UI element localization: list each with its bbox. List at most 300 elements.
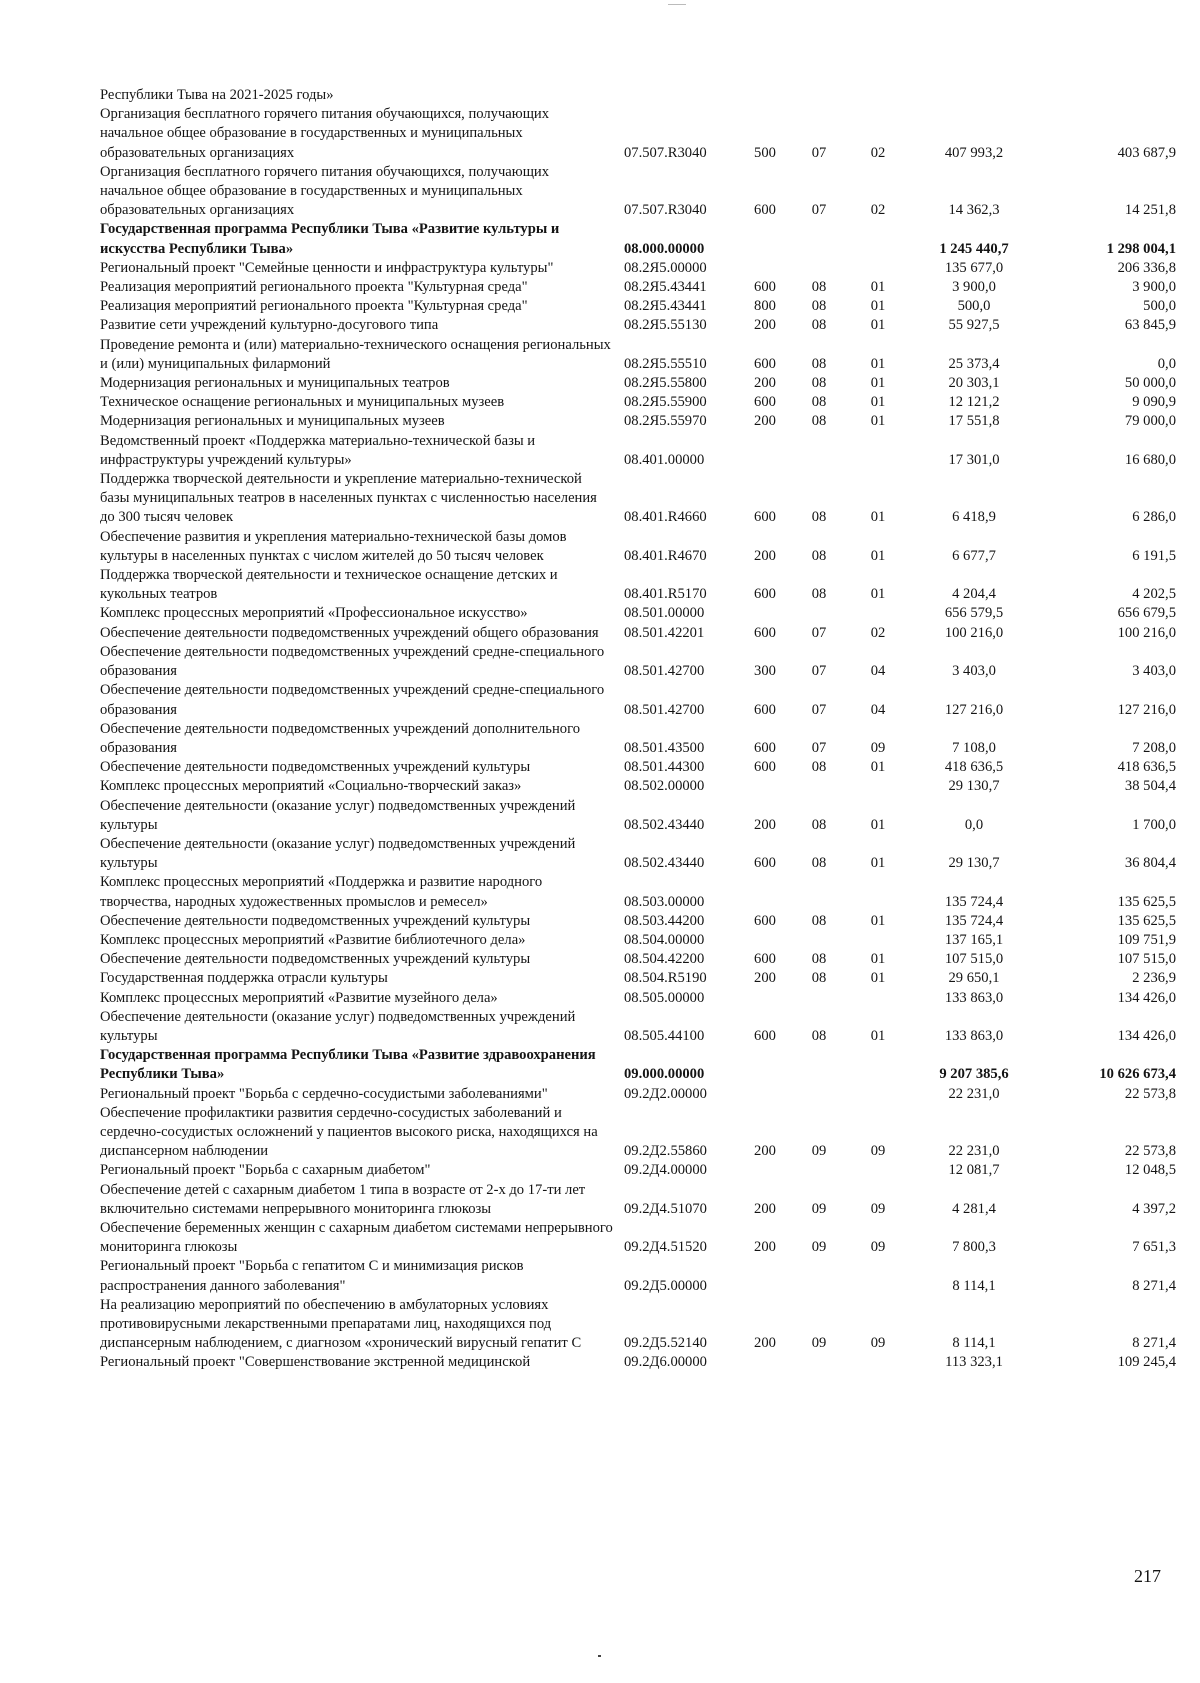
table-row (100, 797, 1180, 835)
item-name: Региональный проект "Борьба с гепатитом С и минимизация рисков распространения данного заболевания" (100, 1258, 524, 1294)
amount-year-2: 36 804,4 (1124, 855, 1176, 872)
expense-type-code: 600 (754, 701, 776, 718)
item-name: Организация бесплатного горячего питания обучающихся, получающих начальное общее образование в государственных и муниципальных образовательных организациях (100, 163, 550, 219)
amount-year-1: 17 301,0 (948, 451, 1000, 468)
item-name: Комплекс процессных мероприятий «Развитие музейного дела» (100, 989, 498, 1006)
subsection-code: 01 (870, 317, 886, 334)
item-name: Региональный проект "Семейные ценности и инфраструктура культуры" (100, 259, 554, 276)
subsection-code: 01 (870, 586, 886, 603)
expense-type-code: 200 (754, 1200, 776, 1217)
amount-year-1: 7 800,3 (952, 1239, 996, 1256)
section-code (790, 1353, 848, 1372)
amount-year-2: 7 651,3 (1132, 1239, 1176, 1256)
subsection-code: 09 (870, 1143, 886, 1160)
amount-year-1: 100 216,0 (944, 624, 1004, 641)
amount-year-1: 133 863,0 (944, 1027, 1004, 1044)
expense-type-code: 600 (754, 509, 776, 526)
amount-year-2: 2 236,9 (1132, 970, 1176, 987)
subsection-code: 01 (870, 279, 886, 296)
table-row (100, 278, 1180, 297)
section-code (790, 873, 848, 911)
item-name: Развитие сети учреждений культурно-досугового типа (100, 317, 439, 334)
item-name: Обеспечение беременных женщин с сахарным диабетом системами непрерывного мониторинга глюкозы (100, 1219, 613, 1256)
item-name: Поддержка творческой деятельности и укрепление материально-технической базы муниципальных театров в населенных пунктах с численностью населения до 300 тысяч человек (100, 471, 597, 526)
expense-type-code: 600 (754, 855, 776, 872)
amount-year-2: 6 191,5 (1132, 547, 1176, 564)
expense-type-code (740, 604, 790, 623)
item-name: Региональный проект "Совершенствование экстренной медицинской (100, 1354, 531, 1371)
amount-year-1: 14 362,3 (948, 202, 1000, 219)
table-row (100, 1219, 1180, 1257)
section-code: 08 (811, 547, 827, 564)
item-name: Обеспечение деятельности (оказание услуг) подведомственных учреждений культуры (100, 1008, 576, 1044)
subsection-code: 01 (870, 912, 886, 929)
expense-type-code (740, 1257, 790, 1295)
item-name: Обеспечение деятельности подведомственных учреждений общего образования (100, 624, 599, 641)
expense-type-code: 600 (754, 279, 776, 296)
amount-year-1: 3 900,0 (952, 279, 996, 296)
table-row (100, 912, 1180, 931)
expense-type-code: 300 (754, 663, 776, 680)
item-name: Обеспечение деятельности подведомственных учреждений культуры (100, 759, 531, 776)
section-code: 08 (811, 855, 827, 872)
amount-year-1: 7 108,0 (952, 739, 996, 756)
amount-year-1: 6 418,9 (952, 509, 996, 526)
expense-type-code: 600 (754, 951, 776, 968)
section-code: 08 (811, 279, 827, 296)
amount-year-2: 38 504,4 (1124, 778, 1176, 795)
scan-artifact-top (668, 4, 686, 5)
target-article-code: 08.501.42700 (624, 701, 705, 718)
amount-year-2: 0,0 (1157, 355, 1176, 372)
document-page (100, 86, 1180, 1373)
expense-type-code: 600 (754, 624, 776, 641)
target-article-code: 08.2Я5.55510 (624, 355, 707, 372)
amount-year-2: 8 271,4 (1132, 1335, 1176, 1352)
subsection-code: 01 (870, 951, 886, 968)
target-article-code: 09.2Д4.00000 (624, 1162, 707, 1179)
subsection-code: 01 (870, 855, 886, 872)
target-article-code: 08.504.42200 (624, 951, 705, 968)
amount-year-1: 22 231,0 (948, 1143, 1000, 1160)
amount-year-1: 0,0 (964, 816, 984, 833)
amount-year-2: 107 515,0 (1117, 951, 1176, 968)
target-article-code: 08.000.00000 (624, 240, 705, 257)
amount-year-2: 403 687,9 (1117, 144, 1176, 161)
amount-year-1: 135 724,4 (944, 893, 1004, 910)
item-name: Государственная поддержка отрасли культуры (100, 970, 388, 987)
subsection-code: 09 (870, 1200, 886, 1217)
table-row (100, 604, 1180, 623)
section-code (790, 1161, 848, 1180)
amount-year-1: 6 677,7 (952, 547, 996, 564)
item-name: Обеспечение деятельности подведомственных учреждений средне-специального образования (100, 643, 605, 680)
table-row (100, 86, 1180, 105)
section-code: 08 (811, 759, 827, 776)
item-name: Региональный проект "Борьба с сахарным диабетом" (100, 1162, 431, 1179)
expense-type-code: 200 (754, 317, 776, 334)
item-name: На реализацию мероприятий по обеспечению в амбулаторных условиях противовирусными лекарственными препаратами лиц, находящихся под диспансерным наблюдением, с диагнозом «хронический вирусный гепатит С (100, 1296, 582, 1352)
table-row (100, 989, 1180, 1008)
amount-year-2: 4 397,2 (1132, 1200, 1176, 1217)
table-row (100, 297, 1180, 316)
table-row (100, 393, 1180, 412)
table-row (100, 1353, 1180, 1372)
table-row (100, 105, 1180, 163)
amount-year-2: 63 845,9 (1124, 317, 1176, 334)
subsection-code: 09 (870, 739, 886, 756)
target-article-code: 08.502.00000 (624, 778, 705, 795)
amount-year-1: 22 231,0 (948, 1085, 1000, 1102)
expense-type-code: 200 (754, 1239, 776, 1256)
table-row (100, 777, 1180, 796)
subsection-code: 01 (870, 816, 886, 833)
subsection-code (848, 931, 908, 950)
section-code: 08 (811, 816, 827, 833)
expense-type-code: 600 (754, 912, 776, 929)
amount-year-2: 109 751,9 (1117, 931, 1176, 948)
table-row (100, 1296, 1180, 1354)
amount-year-1: 29 130,7 (948, 778, 1000, 795)
section-code: 07 (811, 739, 827, 756)
target-article-code: 09.2Д2.00000 (624, 1085, 707, 1102)
amount-year-2: 134 426,0 (1117, 989, 1176, 1006)
amount-year-2: 3 900,0 (1132, 279, 1176, 296)
item-name: Реализация мероприятий регионального проекта "Культурная среда" (100, 279, 528, 296)
table-row (100, 1161, 1180, 1180)
subsection-code: 02 (870, 144, 886, 161)
item-name: Комплекс процессных мероприятий «Социально-творческий заказ» (100, 778, 522, 795)
target-article-code: 07.507.R3040 (624, 202, 707, 219)
amount-year-2: 10 626 673,4 (1099, 1066, 1176, 1083)
expense-type-code (740, 989, 790, 1008)
amount-year-2: 16 680,0 (1124, 451, 1176, 468)
amount-year-2: 6 286,0 (1132, 509, 1176, 526)
subsection-code (848, 1161, 908, 1180)
item-name: Модернизация региональных и муниципальных музеев (100, 413, 445, 430)
table-row (100, 1008, 1180, 1046)
amount-year-1: 25 373,4 (948, 355, 1000, 372)
expense-type-code: 200 (754, 970, 776, 987)
item-name: Обеспечение деятельности (оказание услуг) подведомственных учреждений культуры (100, 797, 576, 833)
item-name: Республики Тыва на 2021-2025 годы» (100, 87, 334, 103)
section-code: 08 (811, 394, 827, 411)
target-article-code: 08.505.00000 (624, 989, 705, 1006)
subsection-code: 01 (870, 509, 886, 526)
table-row (100, 758, 1180, 777)
target-article-code: 08.501.00000 (624, 605, 705, 622)
expense-type-code (740, 1161, 790, 1180)
target-article-code: 08.401.R4660 (624, 509, 707, 526)
section-code: 08 (811, 355, 827, 372)
subsection-code (848, 1353, 908, 1372)
item-name: Обеспечение профилактики развития сердечно-сосудистых заболеваний и сердечно-сосудистых осложнений у пациентов высокого риска, находящихся на диспансерном наблюдении (100, 1104, 598, 1160)
item-name: Комплекс процессных мероприятий «Развитие библиотечного дела» (100, 931, 526, 948)
subsection-code (848, 604, 908, 623)
table-row (100, 931, 1180, 950)
amount-year-1: 137 165,1 (944, 931, 1004, 948)
table-row (100, 950, 1180, 969)
amount-year-2: 134 426,0 (1117, 1027, 1176, 1044)
table-row (100, 1104, 1180, 1162)
amount-year-2: 500,0 (1143, 298, 1176, 315)
amount-year-2: 127 216,0 (1117, 701, 1176, 718)
section-code (790, 931, 848, 950)
target-article-code: 09.000.00000 (624, 1066, 705, 1083)
target-article-code: 09.2Д5.00000 (624, 1277, 707, 1294)
expense-type-code (740, 777, 790, 796)
target-article-code: 08.2Я5.55800 (624, 375, 707, 392)
item-name: Государственная программа Республики Тыва «Развитие культуры и искусства Республики Тыва» (100, 221, 560, 257)
item-name: Реализация мероприятий регионального проекта "Культурная среда" (100, 298, 528, 315)
amount-year-1: 9 207 385,6 (939, 1066, 1009, 1083)
amount-year-1: 12 121,2 (948, 394, 1000, 411)
section-code: 08 (811, 509, 827, 526)
subsection-code: 01 (870, 413, 886, 430)
amount-year-2: 656 679,5 (1117, 605, 1176, 622)
section-code: 07 (811, 624, 827, 641)
amount-year-2 (1040, 86, 1180, 105)
amount-year-2: 135 625,5 (1117, 893, 1176, 910)
section-code: 08 (811, 1027, 827, 1044)
table-row (100, 1181, 1180, 1219)
amount-year-2: 79 000,0 (1124, 413, 1176, 430)
target-article-code (622, 86, 740, 105)
target-article-code: 08.401.R4670 (624, 547, 707, 564)
table-row (100, 835, 1180, 873)
subsection-code (848, 777, 908, 796)
subsection-code: 02 (870, 202, 886, 219)
subsection-code: 04 (870, 663, 886, 680)
program-row (100, 1046, 1180, 1084)
expense-type-code: 600 (754, 394, 776, 411)
table-row (100, 470, 1180, 528)
item-name: Техническое оснащение региональных и муниципальных музеев (100, 394, 505, 411)
section-code: 09 (811, 1143, 827, 1160)
subsection-code: 02 (870, 624, 886, 641)
amount-year-1: 418 636,5 (944, 759, 1004, 776)
item-name: Государственная программа Республики Тыва «Развитие здравоохранения Республики Тыва» (100, 1047, 596, 1083)
table-row (100, 969, 1180, 988)
item-name: Ведомственный проект «Поддержка материально-технической базы и инфраструктуры учреждений культуры» (100, 432, 536, 468)
section-code (790, 86, 848, 105)
section-code (790, 259, 848, 278)
table-row (100, 432, 1180, 470)
table-row (100, 259, 1180, 278)
table-row (100, 566, 1180, 604)
expense-type-code: 600 (754, 586, 776, 603)
table-row (100, 624, 1180, 643)
amount-year-1: 407 993,2 (944, 144, 1004, 161)
scan-artifact-bottom (598, 1655, 601, 1657)
section-code: 08 (811, 951, 827, 968)
amount-year-1: 500,0 (957, 298, 991, 315)
expense-type-code: 600 (754, 355, 776, 372)
subsection-code (848, 989, 908, 1008)
item-name: Обеспечение деятельности подведомственных учреждений средне-специального образования (100, 682, 605, 718)
expense-type-code: 600 (754, 739, 776, 756)
amount-year-2: 7 208,0 (1132, 739, 1176, 756)
section-code (790, 1046, 848, 1084)
expense-type-code (740, 432, 790, 470)
expense-type-code: 200 (754, 413, 776, 430)
subsection-code (848, 1257, 908, 1295)
expense-type-code (740, 1085, 790, 1104)
section-code: 08 (811, 970, 827, 987)
expense-type-code (740, 86, 790, 105)
section-code: 09 (811, 1335, 827, 1352)
amount-year-1: 113 323,1 (945, 1354, 1003, 1371)
subsection-code: 01 (870, 547, 886, 564)
item-name: Проведение ремонта и (или) материально-технического оснащения региональных и (или) муниципальных филармоний (100, 336, 611, 372)
amount-year-2: 1 700,0 (1132, 816, 1176, 833)
section-code: 07 (811, 701, 827, 718)
amount-year-2: 4 202,5 (1132, 586, 1176, 603)
target-article-code: 08.501.42700 (624, 663, 705, 680)
amount-year-1: 3 403,0 (952, 663, 996, 680)
amount-year-1: 656 579,5 (944, 605, 1004, 622)
section-code: 07 (811, 663, 827, 680)
amount-year-2: 3 403,0 (1132, 663, 1176, 680)
target-article-code: 08.401.00000 (624, 451, 705, 468)
section-code: 09 (811, 1200, 827, 1217)
subsection-code (848, 220, 908, 258)
expense-type-code (740, 220, 790, 258)
subsection-code: 01 (870, 759, 886, 776)
subsection-code (848, 1046, 908, 1084)
table-row (100, 163, 1180, 221)
subsection-code: 01 (870, 298, 886, 315)
amount-year-1: 1 245 440,7 (939, 240, 1009, 257)
item-name: Обеспечение развития и укрепления материально-технической базы домов культуры в населенных пунктах с числом жителей до 50 тысяч человек (100, 528, 567, 564)
item-name: Обеспечение деятельности подведомственных учреждений дополнительного образования (100, 720, 580, 756)
target-article-code: 08.2Я5.43441 (624, 298, 707, 315)
item-name: Обеспечение деятельности (оказание услуг) подведомственных учреждений культуры (100, 835, 576, 872)
amount-year-1: 135 724,4 (944, 912, 1004, 929)
expense-type-code: 600 (754, 202, 776, 219)
amount-year-2: 22 573,8 (1124, 1085, 1176, 1102)
amount-year-1: 107 515,0 (944, 951, 1004, 968)
amount-year-1 (908, 86, 1040, 105)
amount-year-1: 127 216,0 (944, 701, 1004, 718)
section-code: 07 (811, 144, 827, 161)
program-row (100, 220, 1180, 258)
section-code: 08 (811, 317, 827, 334)
target-article-code: 08.502.43440 (624, 816, 705, 833)
expense-type-code (740, 1353, 790, 1372)
section-code: 08 (811, 586, 827, 603)
subsection-code (848, 1085, 908, 1104)
section-code: 08 (811, 912, 827, 929)
expense-type-code: 200 (754, 547, 776, 564)
target-article-code: 09.2Д4.51070 (624, 1200, 707, 1217)
amount-year-2: 135 625,5 (1117, 912, 1176, 929)
table-body (100, 86, 1180, 1373)
expense-type-code: 800 (754, 298, 776, 315)
subsection-code (848, 873, 908, 911)
amount-year-1: 55 927,5 (948, 317, 1000, 334)
table-row (100, 412, 1180, 431)
section-code: 09 (811, 1239, 827, 1256)
item-name: Обеспечение детей с сахарным диабетом 1 типа в возрасте от 2-х до 17-ти лет включительно системами непрерывного мониторинга глюкозы (100, 1181, 586, 1217)
item-name: Комплекс процессных мероприятий «Профессиональное искусство» (100, 605, 528, 622)
section-code (790, 777, 848, 796)
amount-year-1: 4 204,4 (952, 586, 996, 603)
expense-type-code: 200 (754, 1335, 776, 1352)
subsection-code: 09 (870, 1335, 886, 1352)
target-article-code: 08.2Я5.55130 (624, 317, 707, 334)
section-code: 07 (811, 202, 827, 219)
amount-year-1: 29 130,7 (948, 855, 1000, 872)
amount-year-2: 50 000,0 (1124, 375, 1176, 392)
amount-year-2: 12 048,5 (1124, 1162, 1176, 1179)
subsection-code: 04 (870, 701, 886, 718)
subsection-code (848, 86, 908, 105)
amount-year-1: 20 303,1 (948, 375, 1000, 392)
amount-year-2: 418 636,5 (1117, 759, 1176, 776)
target-article-code: 08.2Я5.55900 (624, 394, 707, 411)
target-article-code: 08.502.43440 (624, 855, 705, 872)
section-code (790, 220, 848, 258)
table-row (100, 336, 1180, 374)
item-name: Модернизация региональных и муниципальных театров (100, 375, 450, 392)
subsection-code: 01 (870, 394, 886, 411)
target-article-code: 08.503.44200 (624, 912, 705, 929)
amount-year-2: 22 573,8 (1124, 1143, 1176, 1160)
section-code: 08 (811, 375, 827, 392)
expense-type-code (740, 931, 790, 950)
subsection-code: 01 (870, 1027, 886, 1044)
section-code (790, 1257, 848, 1295)
item-name: Поддержка творческой деятельности и техническое оснащение детских и кукольных театров (100, 567, 558, 603)
amount-year-1: 4 281,4 (952, 1200, 996, 1217)
subsection-code (848, 432, 908, 470)
amount-year-1: 8 114,1 (952, 1277, 996, 1294)
section-code (790, 989, 848, 1008)
expense-type-code: 600 (754, 759, 776, 776)
expense-type-code: 200 (754, 816, 776, 833)
subsection-code: 01 (870, 355, 886, 372)
target-article-code: 08.504.R5190 (624, 970, 707, 987)
table-row (100, 374, 1180, 393)
target-article-code: 09.2Д4.51520 (624, 1239, 707, 1256)
section-code (790, 604, 848, 623)
target-article-code: 08.501.44300 (624, 759, 705, 776)
expense-type-code (740, 259, 790, 278)
item-name: Региональный проект "Борьба с сердечно-сосудистыми заболеваниями" (100, 1085, 548, 1102)
amount-year-1: 17 551,8 (948, 413, 1000, 430)
section-code (790, 1085, 848, 1104)
item-name: Организация бесплатного горячего питания обучающихся, получающих начальное общее образование в государственных и муниципальных образовательных организациях (100, 106, 550, 161)
table-row (100, 681, 1180, 719)
table-row (100, 1257, 1180, 1295)
amount-year-2: 1 298 004,1 (1106, 240, 1176, 257)
target-article-code: 07.507.R3040 (624, 144, 707, 161)
amount-year-2: 8 271,4 (1132, 1277, 1176, 1294)
subsection-code: 01 (870, 970, 886, 987)
expense-type-code: 200 (754, 375, 776, 392)
table-row (100, 720, 1180, 758)
section-code (790, 432, 848, 470)
target-article-code: 08.401.R5170 (624, 586, 707, 603)
amount-year-2: 100 216,0 (1117, 624, 1176, 641)
target-article-code: 08.505.44100 (624, 1027, 705, 1044)
expense-type-code: 600 (754, 1027, 776, 1044)
table-row (100, 528, 1180, 566)
section-code: 08 (811, 413, 827, 430)
expense-type-code: 200 (754, 1143, 776, 1160)
amount-year-1: 12 081,7 (948, 1162, 1000, 1179)
